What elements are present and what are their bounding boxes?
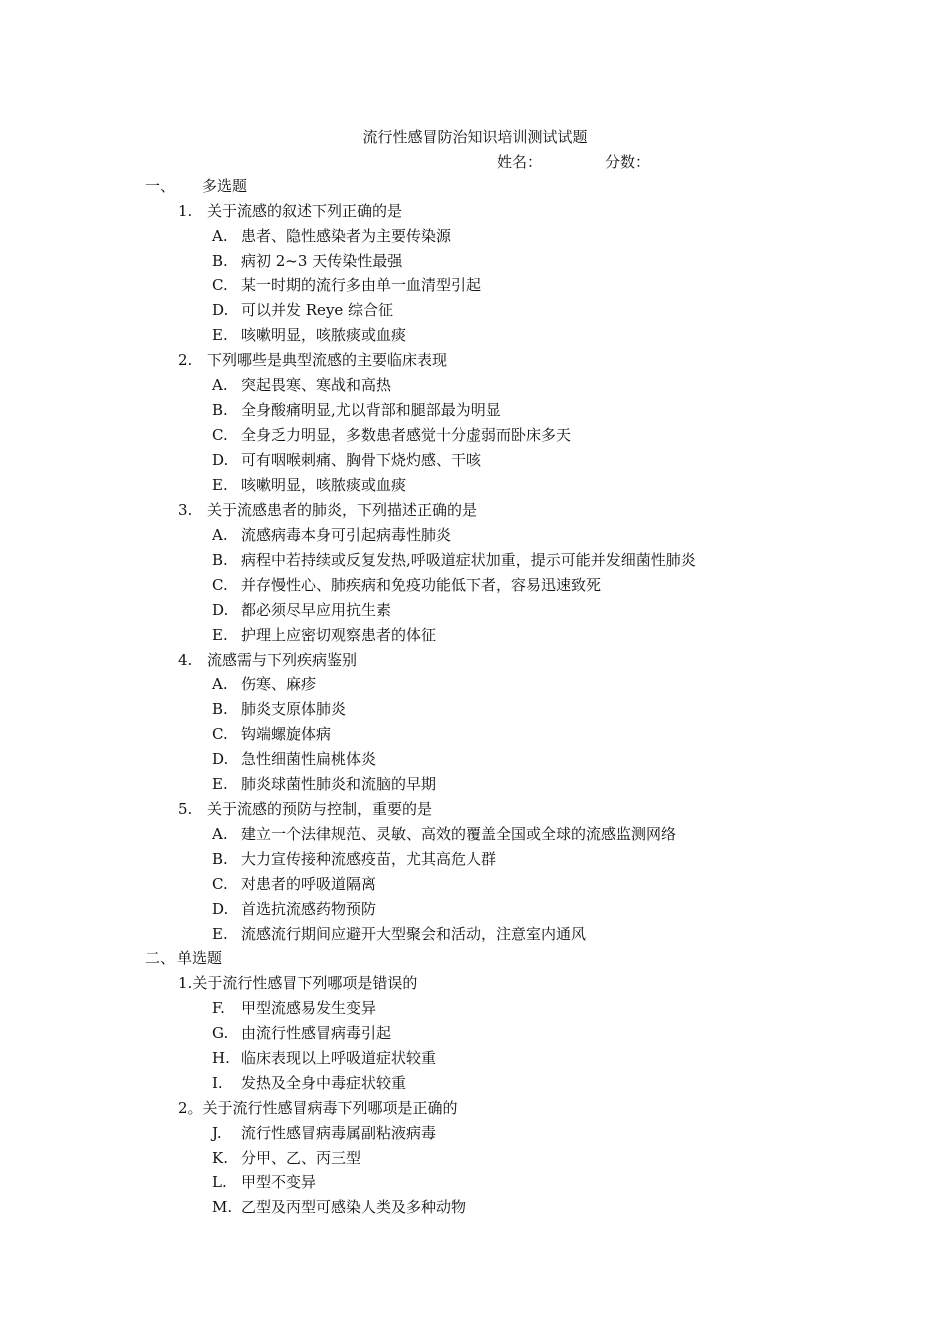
question-text: 关于流感患者的肺炎，下列描述正确的是 [207,501,478,519]
question-number: 2。 [178,1099,203,1117]
option-letter: C. [212,426,228,444]
option-letter: C. [212,276,228,294]
option-text: 某一时期的流行多由单一血清型引起 [241,276,482,294]
option-letter: A. [212,376,228,394]
question-text: 关于流行性感冒下列哪项是错误的 [192,974,418,992]
option-text: 全身乏力明显，多数患者感觉十分虚弱而卧床多天 [241,426,572,444]
option-letter: H. [212,1049,230,1067]
question-text: 关于流行性感冒病毒下列哪项是正确的 [202,1099,458,1117]
question-number: 1. [178,974,193,992]
option-text: 咳嗽明显，咳脓痰或血痰 [241,326,407,344]
option-text: 临床表现以上呼吸道症状较重 [241,1049,437,1067]
option-text: 乙型及丙型可感染人类及多种动物 [241,1198,467,1216]
option-letter: A. [212,675,228,693]
option-letter: A. [212,825,228,843]
option-text: 发热及全身中毒症状较重 [241,1074,407,1092]
option-text: 突起畏寒、寒战和高热 [241,376,392,394]
option-letter: B. [212,401,228,419]
option-text: 流行性感冒病毒属副粘液病毒 [241,1124,437,1142]
section-number: 一、 [145,177,176,195]
option-text: 全身酸痛明显,尤以背部和腿部最为明显 [241,401,501,419]
option-text: 急性细菌性扁桃体炎 [241,750,377,768]
option-text: 流感病毒本身可引起病毒性肺炎 [241,526,452,544]
option-text: 可有咽喉刺痛、胸骨下烧灼感、干咳 [241,451,482,469]
option-letter: E. [212,775,228,793]
question-number: 4. [178,651,193,669]
option-text: 病初 2~3 天传染性最强 [241,252,403,270]
option-letter: J. [212,1124,222,1142]
option-text: 钩端螺旋体病 [241,725,332,743]
option-letter: C. [212,576,228,594]
option-text: 由流行性感冒病毒引起 [241,1024,392,1042]
question-text: 关于流感的叙述下列正确的是 [207,202,403,220]
section-title: 多选题 [202,177,248,195]
option-text: 对患者的呼吸道隔离 [241,875,377,893]
page-title: 流行性感冒防治知识培训测试试题 [362,128,588,146]
option-letter: F. [212,999,225,1017]
option-letter: C. [212,875,228,893]
option-letter: C. [212,725,228,743]
option-letter: D. [212,750,229,768]
score-label: 分数： [605,153,651,171]
option-text: 咳嗽明显，咳脓痰或血痰 [241,476,407,494]
question-text: 流感需与下列疾病鉴别 [207,651,358,669]
option-letter: B. [212,551,228,569]
option-text: 流感流行期间应避开大型聚会和活动，注意室内通风 [241,925,587,943]
option-letter: K. [212,1149,228,1167]
option-text: 并存慢性心、肺疾病和免疫功能低下者，容易迅速致死 [241,576,602,594]
option-letter: D. [212,900,229,918]
option-text: 患者、隐性感染者为主要传染源 [241,227,452,245]
option-letter: A. [212,227,228,245]
option-text: 护理上应密切观察患者的体征 [241,626,437,644]
question-line [178,1096,458,1120]
option-letter: I. [212,1074,223,1092]
option-text: 伤寒、麻疹 [241,675,317,693]
option-letter: B. [212,252,228,270]
option-letter: D. [212,301,229,319]
option-letter: E. [212,476,228,494]
question-number: 3. [178,501,193,519]
option-letter: E. [212,326,228,344]
question-number: 1. [178,202,193,220]
option-text: 甲型流感易发生变异 [241,999,377,1017]
option-letter: E. [212,925,228,943]
option-letter: A. [212,526,228,544]
option-text: 建立一个法律规范、灵敏、高效的覆盖全国或全球的流感监测网络 [241,825,677,843]
option-text: 都必须尽早应用抗生素 [241,601,392,619]
option-letter: G. [212,1024,229,1042]
option-letter: D. [212,601,229,619]
option-letter: E. [212,626,228,644]
option-text: 大力宣传接种流感疫苗，尤其高危人群 [241,850,497,868]
option-text: 病程中若持续或反复发热,呼吸道症状加重，提示可能并发细菌性肺炎 [241,551,696,569]
question-number: 5. [178,800,193,818]
question-line [178,971,417,995]
option-text: 肺炎球菌性肺炎和流脑的早期 [241,775,437,793]
section-title: 单选题 [177,949,223,967]
option-text: 肺炎支原体肺炎 [241,700,347,718]
option-text: 甲型不变异 [241,1173,317,1191]
option-text: 分甲、乙、丙三型 [241,1149,362,1167]
option-letter: B. [212,850,228,868]
option-letter: B. [212,700,228,718]
option-letter: M. [212,1198,233,1216]
question-text: 下列哪些是典型流感的主要临床表现 [207,351,448,369]
name-label: 姓名： [497,153,543,171]
question-number: 2. [178,351,193,369]
option-text: 首选抗流感药物预防 [241,900,377,918]
question-text: 关于流感的预防与控制，重要的是 [207,800,433,818]
option-letter: D. [212,451,229,469]
option-letter: L. [212,1173,227,1191]
option-text: 可以并发 Reye 综合征 [241,301,394,319]
section-number: 二、 [145,949,176,967]
